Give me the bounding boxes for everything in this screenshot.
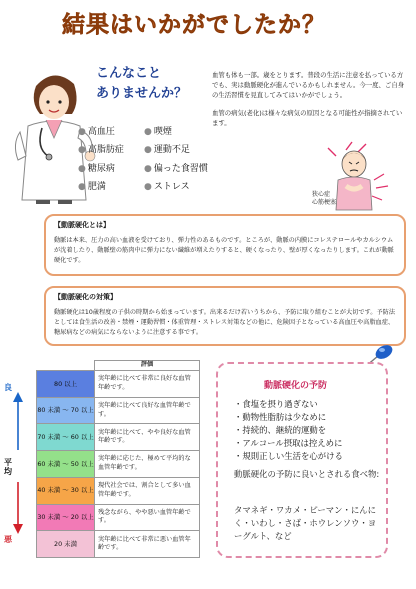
prevention-panel (216, 362, 388, 558)
prevention-item: ・食塩を摂り過ぎない (234, 399, 318, 409)
table-cell-evaluation: 残念ながら、やや悪い血管年齢です。 (95, 504, 200, 531)
table-row (37, 371, 200, 398)
table-row (37, 477, 200, 504)
risk-item: ● 高血圧 (78, 127, 115, 137)
axis-label-average: 平 均 (4, 458, 12, 476)
table-cell-age-range: 30 未満 〜 20 以上 (37, 504, 95, 531)
table-cell-age-range: 60 未満 〜 50 以上 (37, 451, 95, 478)
axis-label-good: 良 (4, 383, 12, 392)
bullet-icon: ● (78, 127, 86, 137)
risk-item: ● 喫煙 (144, 127, 172, 137)
bullet-icon: ● (78, 181, 86, 192)
prevention-title: 動脈硬化の予防 (264, 381, 328, 391)
risk-item: ● 運動不足 (144, 145, 190, 156)
speech-bubble-heading (96, 64, 214, 120)
bullet-icon: ● (144, 163, 152, 174)
risk-item: ● ストレス (144, 181, 190, 192)
table-row (37, 397, 200, 424)
vascular-age-evaluation-table (36, 360, 200, 558)
bubble-line-1: こんなこと (96, 66, 162, 81)
bullet-icon: ● (144, 181, 152, 192)
box-body: 動脈硬化は10歳程度の子供の時期から始まっています。出来るだけ若いうちから、予防に取り組むことが大切です。予防法としては食生活の改善・禁煙・運動習慣・体重管理・ストレス対策などの他に、危険因子となっている高血圧や高脂血症、糖尿病などの病気にならないように注意する事です。 (54, 309, 396, 336)
prevention-item: ・動物性脂肪は少なめに (234, 412, 327, 422)
axis-label-bad: 悪 (4, 535, 12, 544)
table-header-evaluation: 評価 (95, 361, 200, 371)
risk-item: ● 高脂肪症 (78, 145, 124, 156)
table-cell-evaluation: 実年齢に比べて非常に良好な血管年齢です。 (95, 371, 200, 398)
bullet-icon: ● (78, 163, 86, 174)
prevention-foods-list: タマネギ・ワカメ・ピーマン・にんにく・いわし・さば・ホウレンソウ・ヨーグルト、など (234, 505, 377, 541)
bullet-icon: ● (78, 145, 86, 156)
table-cell-evaluation: 実年齢に比べて良好な血管年齢です。 (95, 397, 200, 424)
table-cell-age-range: 80 以上 (37, 371, 95, 398)
risk-factor-list (78, 124, 228, 196)
intro-paragraph-2: 血管の病気(老化)は様々な病気の原因となる可能性が指摘されています。 (212, 109, 403, 127)
box-title: 【動脈硬化とは】 (54, 221, 110, 229)
table-cell-evaluation: 現代社会では、割合として多い血管年齢です。 (95, 477, 200, 504)
patient-caption-1: 狭心症 (312, 191, 331, 198)
table-cell-age-range: 20 未満 (37, 531, 95, 558)
table-cell-age-range: 40 未満 〜 30 以上 (37, 477, 95, 504)
intro-paragraph-1: 血管も体も一部。歳をとります。普段の生活に注意を払っている方でも、実は動脈硬化が進んでいるかもしれません。今一度、ご自身の生活習慣を見直してみてはいかがでしょう。 (212, 71, 405, 99)
bubble-line-2: ありませんか？ (96, 86, 188, 101)
patient-caption-2: 心筋梗塞 (312, 199, 337, 206)
patient-chest-pain-illustration (306, 140, 394, 212)
prevention-foods-heading: 動脈硬化の予防に良いとされる食べ物: (234, 469, 380, 479)
box-title: 【動脈硬化の対策】 (54, 293, 117, 301)
box-body: 動脈は本来、圧力の高い血液を受けており、弾力性のあるものです。ところが、動脈の内膜にコレステロールやカルシウムが沈着したり、動脈壁の筋肉中に弾力にない繊維が増えたりすると、硬くなったり、壁が厚くなったりします。これが動脈硬化です。 (54, 237, 394, 264)
table-row (37, 504, 200, 531)
bullet-icon: ● (144, 145, 152, 156)
table-row (37, 451, 200, 478)
prevention-list (234, 398, 384, 463)
prevention-item: ・持続的、継続的運動を (234, 425, 327, 435)
table-cell-age-range: 70 未満 〜 60 以上 (37, 424, 95, 451)
table-cell-evaluation: 実年齢に応じた、極めて平均的な血管年齢です。 (95, 451, 200, 478)
page-title: 結果はいかがでしたか？ (62, 12, 326, 38)
prevention-item: ・アルコール摂取は控えめに (234, 438, 343, 448)
table-cell-evaluation: 実年齢に比べて非常に悪い血管年齢です。 (95, 531, 200, 558)
risk-item: ● 偏った食習慣 (144, 163, 208, 174)
arteriosclerosis-countermeasure-box (44, 286, 406, 346)
table-row (37, 424, 200, 451)
table-cell-evaluation: 実年齢に比べて、やや良好な血管年齢です。 (95, 424, 200, 451)
table-header-row (37, 361, 200, 371)
table-row (37, 531, 200, 558)
risk-item: ● 肥満 (78, 181, 106, 192)
table-header-empty (37, 361, 95, 371)
bullet-icon: ● (144, 127, 152, 137)
arteriosclerosis-definition-box (44, 214, 406, 276)
prevention-item: ・規則正しい生活を心がける (234, 451, 343, 461)
risk-item: ● 糖尿病 (78, 163, 115, 174)
table-cell-age-range: 80 未満 〜 70 以上 (37, 397, 95, 424)
